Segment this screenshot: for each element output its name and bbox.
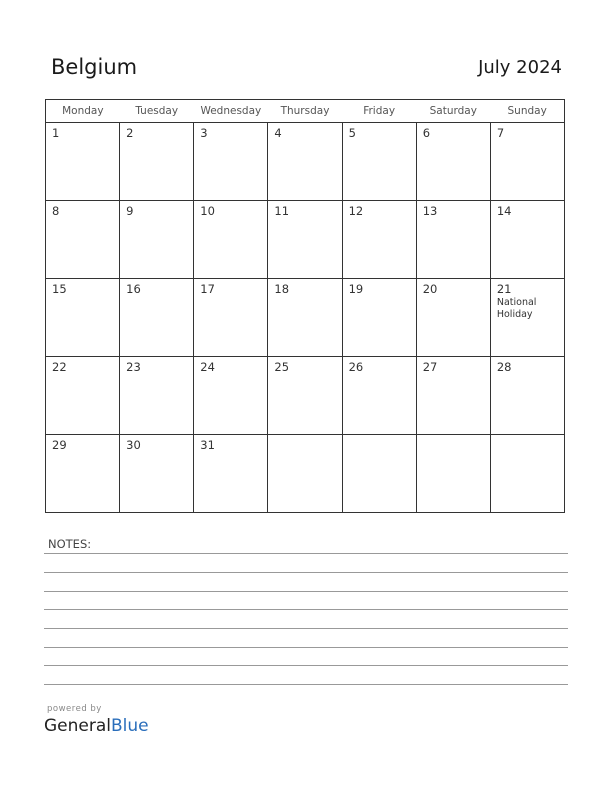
calendar-day-cell — [194, 201, 268, 279]
day-number: 11 — [274, 204, 290, 218]
day-number: 5 — [348, 126, 356, 140]
day-number: 10 — [200, 204, 215, 218]
calendar-day-cell — [342, 357, 416, 435]
day-number: 1 — [52, 126, 60, 140]
calendar-day-cell — [46, 201, 120, 279]
calendar-day-cell — [268, 279, 342, 357]
brand-general: General — [44, 716, 111, 736]
weekday-friday: Friday — [342, 100, 416, 123]
calendar-day-cell — [268, 123, 342, 201]
calendar-day-cell — [120, 279, 194, 357]
day-number: 24 — [200, 360, 215, 374]
calendar-day-cell — [120, 357, 194, 435]
note-line — [44, 684, 568, 685]
calendar-day-cell — [342, 123, 416, 201]
calendar-day-cell — [342, 201, 416, 279]
weekday-sunday: Sunday — [490, 100, 564, 123]
day-number: 3 — [200, 126, 208, 140]
day-number: 29 — [52, 438, 67, 452]
calendar-day-cell — [268, 201, 342, 279]
calendar-week-row — [46, 123, 565, 201]
country-title: Belgium — [51, 55, 138, 79]
day-number: 14 — [496, 204, 512, 218]
day-number: 30 — [126, 438, 141, 452]
calendar-day-cell — [416, 279, 490, 357]
day-number: 27 — [422, 360, 438, 374]
day-number: 23 — [126, 360, 141, 374]
calendar-day-cell — [416, 123, 490, 201]
day-number: 7 — [496, 126, 505, 140]
note-line — [44, 647, 568, 648]
day-number: 9 — [126, 204, 134, 218]
weekday-tuesday: Tuesday — [120, 100, 194, 123]
calendar-day-cell — [342, 279, 416, 357]
note-line — [44, 572, 568, 573]
day-number: 28 — [496, 360, 512, 374]
weekday-thursday: Thursday — [268, 100, 342, 123]
day-number: 19 — [348, 282, 364, 296]
calendar-day-cell — [416, 201, 490, 279]
calendar-day-cell — [120, 201, 194, 279]
calendar-day-cell — [268, 357, 342, 435]
calendar-day-cell — [194, 357, 268, 435]
month-title: July 2024 — [478, 57, 562, 78]
day-number: 17 — [200, 282, 215, 296]
calendar-day-cell — [46, 123, 120, 201]
calendar-week-row — [46, 357, 565, 435]
note-line — [44, 591, 568, 592]
calendar-day-cell — [120, 435, 194, 513]
day-number: 25 — [274, 360, 290, 374]
calendar-day-cell — [490, 435, 564, 513]
holiday-label: National Holiday — [496, 297, 537, 320]
calendar-day-cell — [120, 123, 194, 201]
weekday-saturday: Saturday — [416, 100, 490, 123]
day-number: 12 — [348, 204, 364, 218]
weekday-monday: Monday — [46, 100, 120, 123]
day-number: 2 — [126, 126, 134, 140]
note-line — [44, 628, 568, 629]
day-number: 18 — [274, 282, 290, 296]
calendar-day-cell — [194, 123, 268, 201]
day-number: 13 — [422, 204, 438, 218]
brand-logo — [44, 716, 149, 736]
calendar-day-cell — [342, 435, 416, 513]
weekday-wednesday: Wednesday — [194, 100, 268, 123]
day-number: 22 — [52, 360, 67, 374]
calendar-day-cell — [194, 279, 268, 357]
day-number: 15 — [52, 282, 67, 296]
calendar-week-row — [46, 435, 565, 513]
calendar-week-row — [46, 201, 565, 279]
calendar-day-cell — [46, 357, 120, 435]
day-number: 26 — [348, 360, 364, 374]
calendar-day-cell — [490, 123, 564, 201]
calendar-day-cell — [46, 435, 120, 513]
notes-label: NOTES: — [48, 537, 92, 551]
powered-by-text: powered by — [47, 704, 102, 714]
day-number: 6 — [422, 126, 431, 140]
calendar-day-cell — [490, 279, 564, 357]
calendar-day-cell — [490, 201, 564, 279]
calendar-day-cell — [194, 435, 268, 513]
day-number: 16 — [126, 282, 141, 296]
calendar-body — [46, 123, 565, 513]
weekday-header-row — [46, 100, 565, 123]
calendar-day-cell — [416, 357, 490, 435]
brand-blue: Blue — [111, 716, 149, 736]
calendar-day-cell — [416, 435, 490, 513]
calendar-day-cell — [46, 279, 120, 357]
calendar-day-cell — [490, 357, 564, 435]
day-number: 20 — [422, 282, 438, 296]
calendar-day-cell — [268, 435, 342, 513]
calendar-grid — [45, 99, 565, 513]
note-line — [44, 553, 568, 554]
day-number: 31 — [200, 438, 215, 452]
day-number: 8 — [52, 204, 60, 218]
day-number: 4 — [274, 126, 282, 140]
day-number: 21 — [496, 282, 512, 296]
note-line — [44, 609, 568, 610]
note-line — [44, 665, 568, 666]
calendar-week-row — [46, 279, 565, 357]
